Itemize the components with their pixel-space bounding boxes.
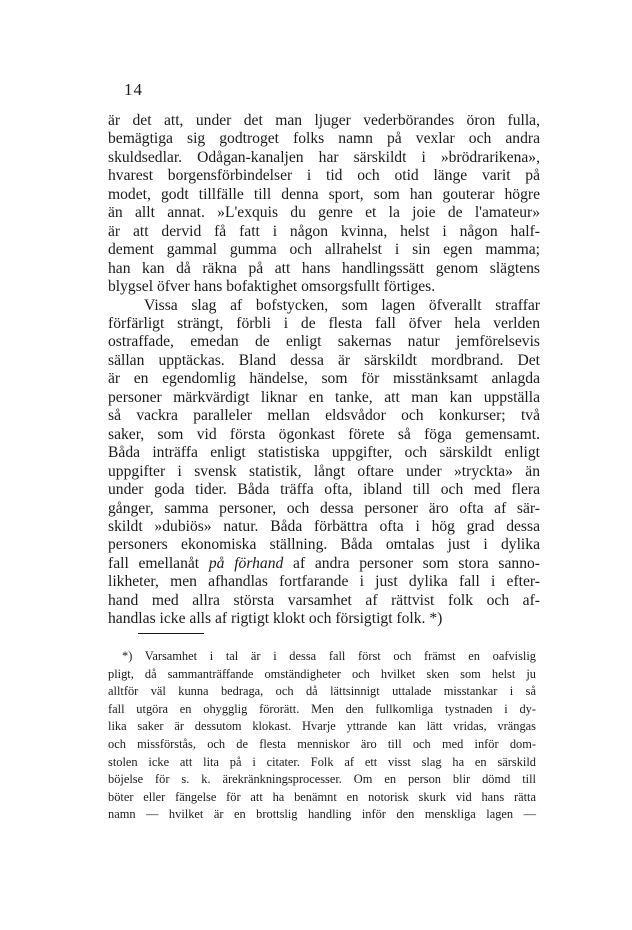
text-line: skildt »dubiös» natur. Båda förbättra ofta i hög grad dessa — [108, 517, 540, 535]
text-line: saker, som vid första ögonkast förete så föga gemensamt. — [108, 425, 540, 443]
italic-word: på — [208, 554, 225, 572]
footnote-line: stolen icke att lita på i citater. Folk af ett visst slag ha en särskild — [108, 754, 536, 769]
text-line: blygsel öfver hans bofaktighet omsorgsfullt förtiges. — [108, 278, 436, 296]
text-line: personer märkvärdigt liknar en tanke, att man kan uppställa — [108, 388, 540, 406]
footnote-line: pligt, då sammanträffande omständigheter och hvilket sken som helst ju — [108, 666, 536, 681]
footnote-line: böter eller fängelse för att ha benämnt en notorisk skurk vid hans rätta — [108, 789, 536, 804]
text-line: än allt annat. »L'exquis du genre et la joie de l'amateur» — [108, 204, 540, 222]
text-line: personers ekonomiska ställning. Båda omtalas just i dylika — [108, 536, 540, 554]
text-line: hand med allra största varsamhet af rättvist folk och af- — [108, 591, 540, 609]
text-line: under goda tider. Båda träffa ofta, ibland till och med flera — [108, 481, 540, 499]
text-line: dement gammal gumma och allrahelst i sin egen mamma; — [108, 241, 540, 259]
text-line: modet, godt tillfälle till denna sport, som han gouterar högre — [108, 185, 540, 203]
footnote-separator — [138, 633, 204, 634]
text-line: gånger, samma personer, och dessa personer äro ofta af sär- — [108, 499, 540, 517]
text-fragment: af andra personer som stora sanno- — [283, 554, 540, 572]
footnote-line: *) Varsamhet i tal är i dessa fall först och främst en oafvislig — [122, 649, 536, 663]
text-fragment — [224, 555, 234, 572]
text-line: han kan då räkna på att hans handlingssätt genom slägtens — [108, 259, 540, 277]
footnote-line: lika saker är dessutom klokast. Hvarje yttrande kan lätt vridas, vrängas — [108, 719, 536, 734]
text-line: förfärligt strängt, förbli i de flesta fall öfver hela verlden — [108, 314, 540, 332]
footnote-line: och missförstås, och de flesta menniskor äro till och med inför dom- — [108, 736, 536, 751]
text-line: är att dervid få fatt i någon kvinna, helst i någon half- — [108, 222, 540, 240]
text-line: hvarest borgensförbindelser i tid och otid länge varit på — [108, 167, 540, 185]
text-line: likheter, men afhandlas fortfarande i just dylika fall i efter- — [108, 573, 540, 591]
text-line: är det att, under det man ljuger vederbörandes öron fulla, — [108, 112, 540, 129]
text-line: handlas icke alls af rigtigt klokt och försigtigt folk. *) — [108, 610, 443, 628]
text-line: Vissa slag af bofstycken, som lagen öfverallt straffar — [144, 296, 540, 314]
page-number: 14 — [124, 80, 143, 99]
text-line: är en egendomlig händelse, som för misstänksamt anlagda — [108, 370, 540, 388]
text-line — [108, 555, 540, 573]
footnote-line: böjelse för s. k. ärekränkningsprocesser. Om en person blir dömd till — [108, 772, 536, 787]
footnote-line: alltför väl kunna bedraga, och då lättsinnigt uttalade misstankar i så — [108, 684, 536, 699]
text-line: skuldsedlar. Odågan-kanaljen har särskildt i »brödrarikena», — [108, 148, 540, 166]
text-line: ostraffade, emedan de enligt sakernas natur jemförelsevis — [108, 333, 540, 351]
italic-word: förhand — [234, 554, 284, 572]
text-line: uppgifter i svensk statistik, långt oftare under »tryckta» än — [108, 462, 540, 480]
footnote-line: namn — hvilket är en brottslig handling inför den menskliga lagen — — [108, 807, 536, 822]
text-line: sällan upptäckas. Bland dessa är särskildt mordbrand. Det — [108, 351, 540, 369]
text-fragment: fall emellanåt — [108, 554, 209, 572]
footnote-line: fall utgöra en ohygglig förorätt. Men den fullkomliga tystnaden i dy- — [108, 701, 536, 716]
footnote — [108, 648, 536, 824]
text-line: Båda inträffa enligt statistiska uppgifter, och särskildt enligt — [108, 444, 540, 462]
text-line: bemägtiga sig godtroget folks namn på vexlar och andra — [108, 130, 540, 148]
main-text — [108, 112, 540, 629]
text-line: så vackra paralleler mellan eldsvådor och konkurser; två — [108, 407, 540, 425]
